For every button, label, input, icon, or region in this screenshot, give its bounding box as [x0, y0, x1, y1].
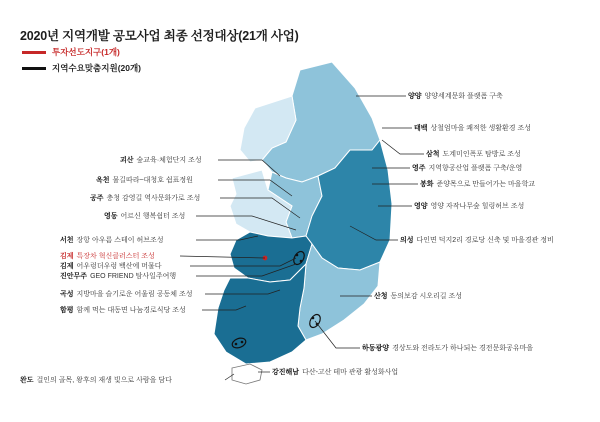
label-taebaek: 태백 상철엄마을 쾌적한 생활환경 조성 — [414, 125, 532, 132]
label-okcheon: 옥천 물길따라~대청호 쉼표정원 — [96, 177, 193, 184]
label-yeongdong: 영동 어르신 행복쉼터 조성 — [104, 213, 186, 220]
label-sancheong: 산청 동의보감 시오리길 조성 — [374, 293, 463, 300]
label-gokseong: 곡성 지방마을 슬기로운 어울림 공동체 조성 — [60, 291, 193, 298]
label-gimje: 김제 어우렁더우렁 백산에 머물다 — [60, 263, 162, 270]
legend-label: 투자선도지구(1개) — [52, 47, 120, 57]
label-uiseong: 의성 다인면 덕지2리 경로당 신축 및 마을경관 정비 — [400, 237, 554, 244]
label-jinan-muju: 진안무주 GEO FRIEND 탐사일주여행 — [60, 273, 177, 280]
region-island — [232, 364, 262, 384]
label-hampyeong: 함평 함께 먹는 대동면 나눔경로식당 조성 — [60, 307, 186, 314]
label-gongju: 공주 충청 감영길 역사문화가로 조성 — [90, 195, 201, 202]
label-yeongyang: 영양 영양 자작나무숲 힐링허브 조성 — [414, 203, 525, 210]
label-yangyang: 양양 양양세계문화 플랫폼 구축 — [408, 93, 503, 100]
page-title: 2020년 지역개발 공모사업 최종 선정대상(21개 사업) — [20, 29, 299, 43]
label-gangjin: 강진해남 다산-고산 테마 관광 활성화사업 — [272, 369, 399, 376]
label-yeongju: 영주 지역향공산업 플랫폼 구축/운영 — [412, 165, 523, 172]
legend-label: 지역수요맞춤지원(20개) — [52, 63, 142, 73]
label-bonghwa: 봉화 준양목으로 만들어가는 마을학교 — [420, 181, 536, 188]
label-samcheok: 삼척 도계미인폭포 탐방로 조성 — [426, 151, 521, 158]
label-seocheon: 서천 장항 아우름 스테이 허브조성 — [60, 237, 164, 244]
label-wando: 완도 걸인의 골목, 왕후의 재생 빛으로 사람을 담다 — [20, 377, 172, 384]
label-gimje-investment: 김제 특장차 혁신클러스터 조성 — [60, 253, 155, 260]
label-goesan: 괴산 숲교육·체험단지 조성 — [120, 157, 202, 164]
label-hadong: 하동광양 경상도와 전라도가 하나되는 경전문화공유마을 — [362, 345, 534, 352]
